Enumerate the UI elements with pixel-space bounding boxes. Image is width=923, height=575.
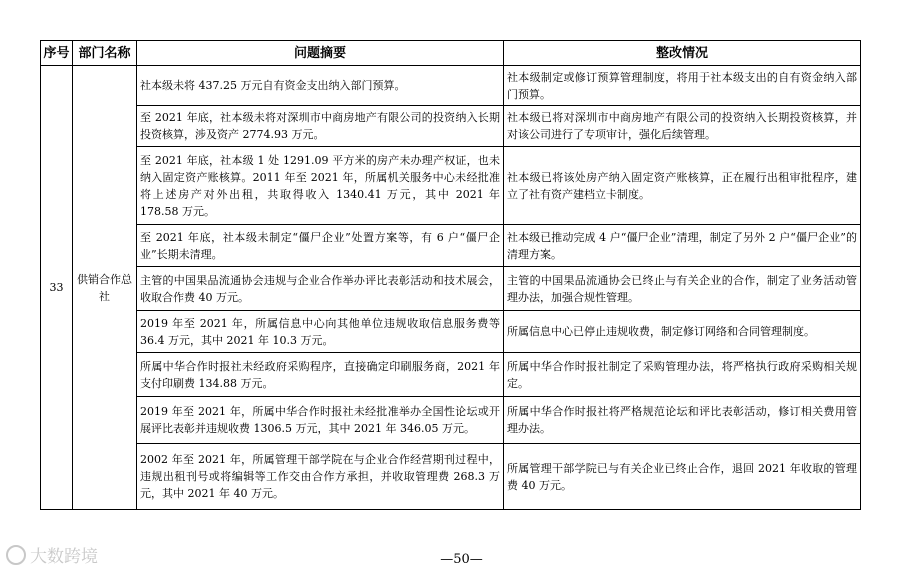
- issue-cell: 至 2021 年底，社本级未制定“僵尸企业”处置方案等，有 6 户“僵尸企业”长期未清理。: [137, 225, 504, 267]
- table-row: [41, 225, 861, 267]
- table-row: [41, 147, 861, 225]
- rectify-cell: 所属信息中心已停止违规收费，制定修订网络和合同管理制度。: [504, 311, 861, 353]
- rectify-cell: 所属管理干部学院已与有关企业已终止合作，退回 2021 年收取的管理费 40 万元。: [504, 444, 861, 510]
- issue-cell: 2019 年至 2021 年，所属中华合作时报社未经批准举办全国性论坛或开展评比表彰并违规收费 1306.5 万元，其中 2021 年 346.05 万元。: [137, 397, 504, 444]
- dept-cell: 供销合作总社: [73, 66, 137, 510]
- table-row: [41, 444, 861, 510]
- issue-cell: 至 2021 年底，社本级未将对深圳市中商房地产有限公司的投资纳入长期投资核算，涉及资产 2774.93 万元。: [137, 106, 504, 147]
- table-row: [41, 66, 861, 106]
- header-issue: 问题摘要: [137, 41, 504, 66]
- table-row: [41, 106, 861, 147]
- table-row: [41, 267, 861, 311]
- issue-cell: 社本级未将 437.25 万元自有资金支出纳入部门预算。: [137, 66, 504, 106]
- rectify-cell: 社本级制定或修订预算管理制度，将用于社本级支出的自有资金纳入部门预算。: [504, 66, 861, 106]
- table-row: [41, 397, 861, 444]
- table-row: [41, 353, 861, 397]
- rectification-table: [40, 40, 861, 510]
- issue-cell: 2002 年至 2021 年，所属管理干部学院在与企业合作经营期刊过程中，违规出租刊号或将编辑等工作交由合作方承担，并收取管理费 268.3 万元，其中 2021 年 40 万元。: [137, 444, 504, 510]
- rectify-cell: 所属中华合作时报社将严格规范论坛和评比表彰活动，修订相关费用管理办法。: [504, 397, 861, 444]
- header-seq: 序号: [41, 41, 73, 66]
- issue-cell: 至 2021 年底，社本级 1 处 1291.09 平方米的房产未办理产权证，也未纳入固定资产账核算。2011 年至 2021 年，所属机关服务中心未经批准将上述房产对外出租，共取得收入 1340.41 万元，其中 2021 年 178.58 万元。: [137, 147, 504, 225]
- table-header-row: [41, 41, 861, 66]
- issue-cell: 主管的中国果品流通协会违规与企业合作举办评比表彰活动和技术展会，收取合作费 40 万元。: [137, 267, 504, 311]
- table-row: [41, 311, 861, 353]
- header-rectify: 整改情况: [504, 41, 861, 66]
- header-dept: 部门名称: [73, 41, 137, 66]
- rectify-cell: 社本级已推动完成 4 户“僵尸企业”清理，制定了另外 2 户“僵尸企业”的清理方案。: [504, 225, 861, 267]
- rectify-cell: 主管的中国果品流通协会已终止与有关企业的合作，制定了业务活动管理办法，加强合规性管理。: [504, 267, 861, 311]
- seq-cell: 33: [41, 66, 73, 510]
- issue-cell: 所属中华合作时报社未经政府采购程序，直接确定印刷服务商，2021 年支付印刷费 134.88 万元。: [137, 353, 504, 397]
- rectify-cell: 社本级已将该处房产纳入固定资产账核算，正在履行出租审批程序，建立了社有资产建档立卡制度。: [504, 147, 861, 225]
- rectify-cell: 社本级已将对深圳市中商房地产有限公司的投资纳入长期投资核算，并对该公司进行了专项审计，强化后续管理。: [504, 106, 861, 147]
- rectify-cell: 所属中华合作时报社制定了采购管理办法，将严格执行政府采购相关规定。: [504, 353, 861, 397]
- issue-cell: 2019 年至 2021 年，所属信息中心向其他单位违规收取信息服务费等 36.4 万元，其中 2021 年 10.3 万元。: [137, 311, 504, 353]
- page-number: —50—: [440, 552, 483, 567]
- watermark-text: 大数跨境: [30, 547, 98, 567]
